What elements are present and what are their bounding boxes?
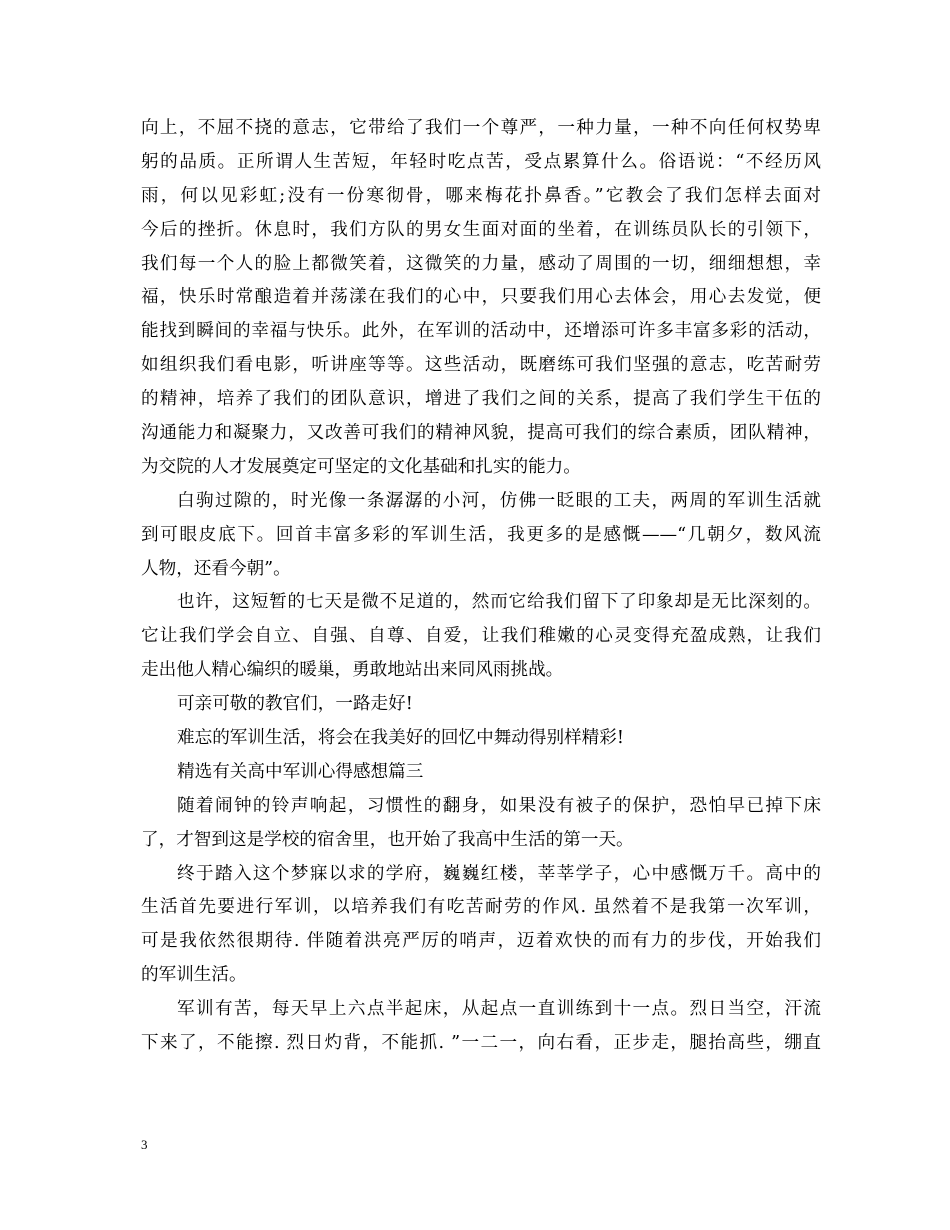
text-line: 今后的挫折。休息时，我们方队的男女生面对面的坐着，在训练员队长的引领下， — [141, 219, 821, 240]
text-line: 军训有苦，每天早上六点半起床，从起点一直训练到十一点。烈日当空，汗流 — [177, 999, 821, 1020]
text-line: 它让我们学会自立、自强、自尊、自爱，让我们稚嫩的心灵变得充盈成熟，让我们 — [141, 626, 821, 647]
text-line: 向上，不屈不挠的意志，它带给了我们一个尊严，一种力量，一种不向任何权势卑 — [141, 118, 821, 138]
text-line: 沟通能力和凝聚力，又改善可我们的精神风貌，提高可我们的综合素质，团队精神， — [141, 423, 821, 444]
text-line: 终于踏入这个梦寐以求的学府，巍巍红楼，莘莘学子，心中感慨万千。高中的 — [177, 863, 821, 884]
text-line: 走出他人精心编织的暖巢，勇敢地站出来同风雨挑战。 — [141, 660, 564, 681]
text-line: 了，才智到这是学校的宿舍里，也开始了我高中生活的第一天。 — [141, 829, 634, 850]
text-line: 可是我依然很期待. 伴随着洪亮严厉的哨声，迈着欢快的而有力的步伐，开始我们 — [141, 931, 821, 952]
text-line: 福，快乐时常酿造着并荡漾在我们的心中，只要我们用心去体会，用心去发觉，便 — [141, 287, 821, 308]
text-line: 的精神，培养了我们的团队意识，增进了我们之间的关系，提高了我们学生干伍的 — [141, 389, 821, 410]
text-line: 如组织我们看电影，听讲座等等。这些活动，既磨练可我们坚强的意志，吃苦耐劳 — [141, 355, 821, 376]
text-line: 我们每一个人的脸上都微笑着，这微笑的力量，感动了周围的一切，细细想想，幸 — [141, 253, 821, 274]
text-line: 随着闹钟的铃声响起，习惯性的翻身，如果没有被子的保护，恐怕早已掉下床 — [177, 795, 821, 816]
text-line: 也许，这短暂的七天是微不足道的，然而它给我们留下了印象却是无比深刻的。 — [177, 592, 821, 613]
text-line: 下来了，不能擦. 烈日灼背，不能抓. ”一二一，向右看，正步走，腿抬高些，绷直 — [141, 1033, 821, 1054]
text-line: 到可眼皮底下。回首丰富多彩的军训生活，我更多的是感慨——“几朝夕，数风流 — [141, 524, 821, 545]
text-line: 雨，何以见彩虹;没有一份寒彻骨，哪来梅花扑鼻香。”它教会了我们怎样去面对 — [141, 185, 821, 206]
text-line: 能找到瞬间的幸福与快乐。此外，在军训的活动中，还增添可许多丰富多彩的活动， — [141, 321, 821, 342]
text-line: 人物，还看今朝”。 — [141, 558, 291, 579]
text-line: 躬的品质。正所谓人生苦短，年轻时吃点苦，受点累算什么。俗语说：“不经历风 — [141, 151, 821, 172]
text-line: 的军训生活。 — [141, 965, 247, 986]
text-line: 可亲可敬的教官们，一路走好! — [177, 694, 413, 715]
text-line: 白驹过隙的，时光像一条潺潺的小河，仿佛一眨眼的工夫，两周的军训生活就 — [177, 490, 821, 511]
page-number: 3 — [141, 1137, 148, 1152]
text-line: 为交院的人才发展奠定可坚定的文化基础和扎实的能力。 — [141, 456, 581, 477]
text-line: 生活首先要进行军训，以培养我们有吃苦耐劳的作风. 虽然着不是我第一次军训， — [141, 897, 821, 918]
text-line: 难忘的军训生活，将会在我美好的回忆中舞动得别样精彩! — [177, 728, 624, 749]
text-line: 精选有关高中军训心得感想篇三 — [177, 761, 424, 782]
document-body — [141, 112, 821, 1061]
